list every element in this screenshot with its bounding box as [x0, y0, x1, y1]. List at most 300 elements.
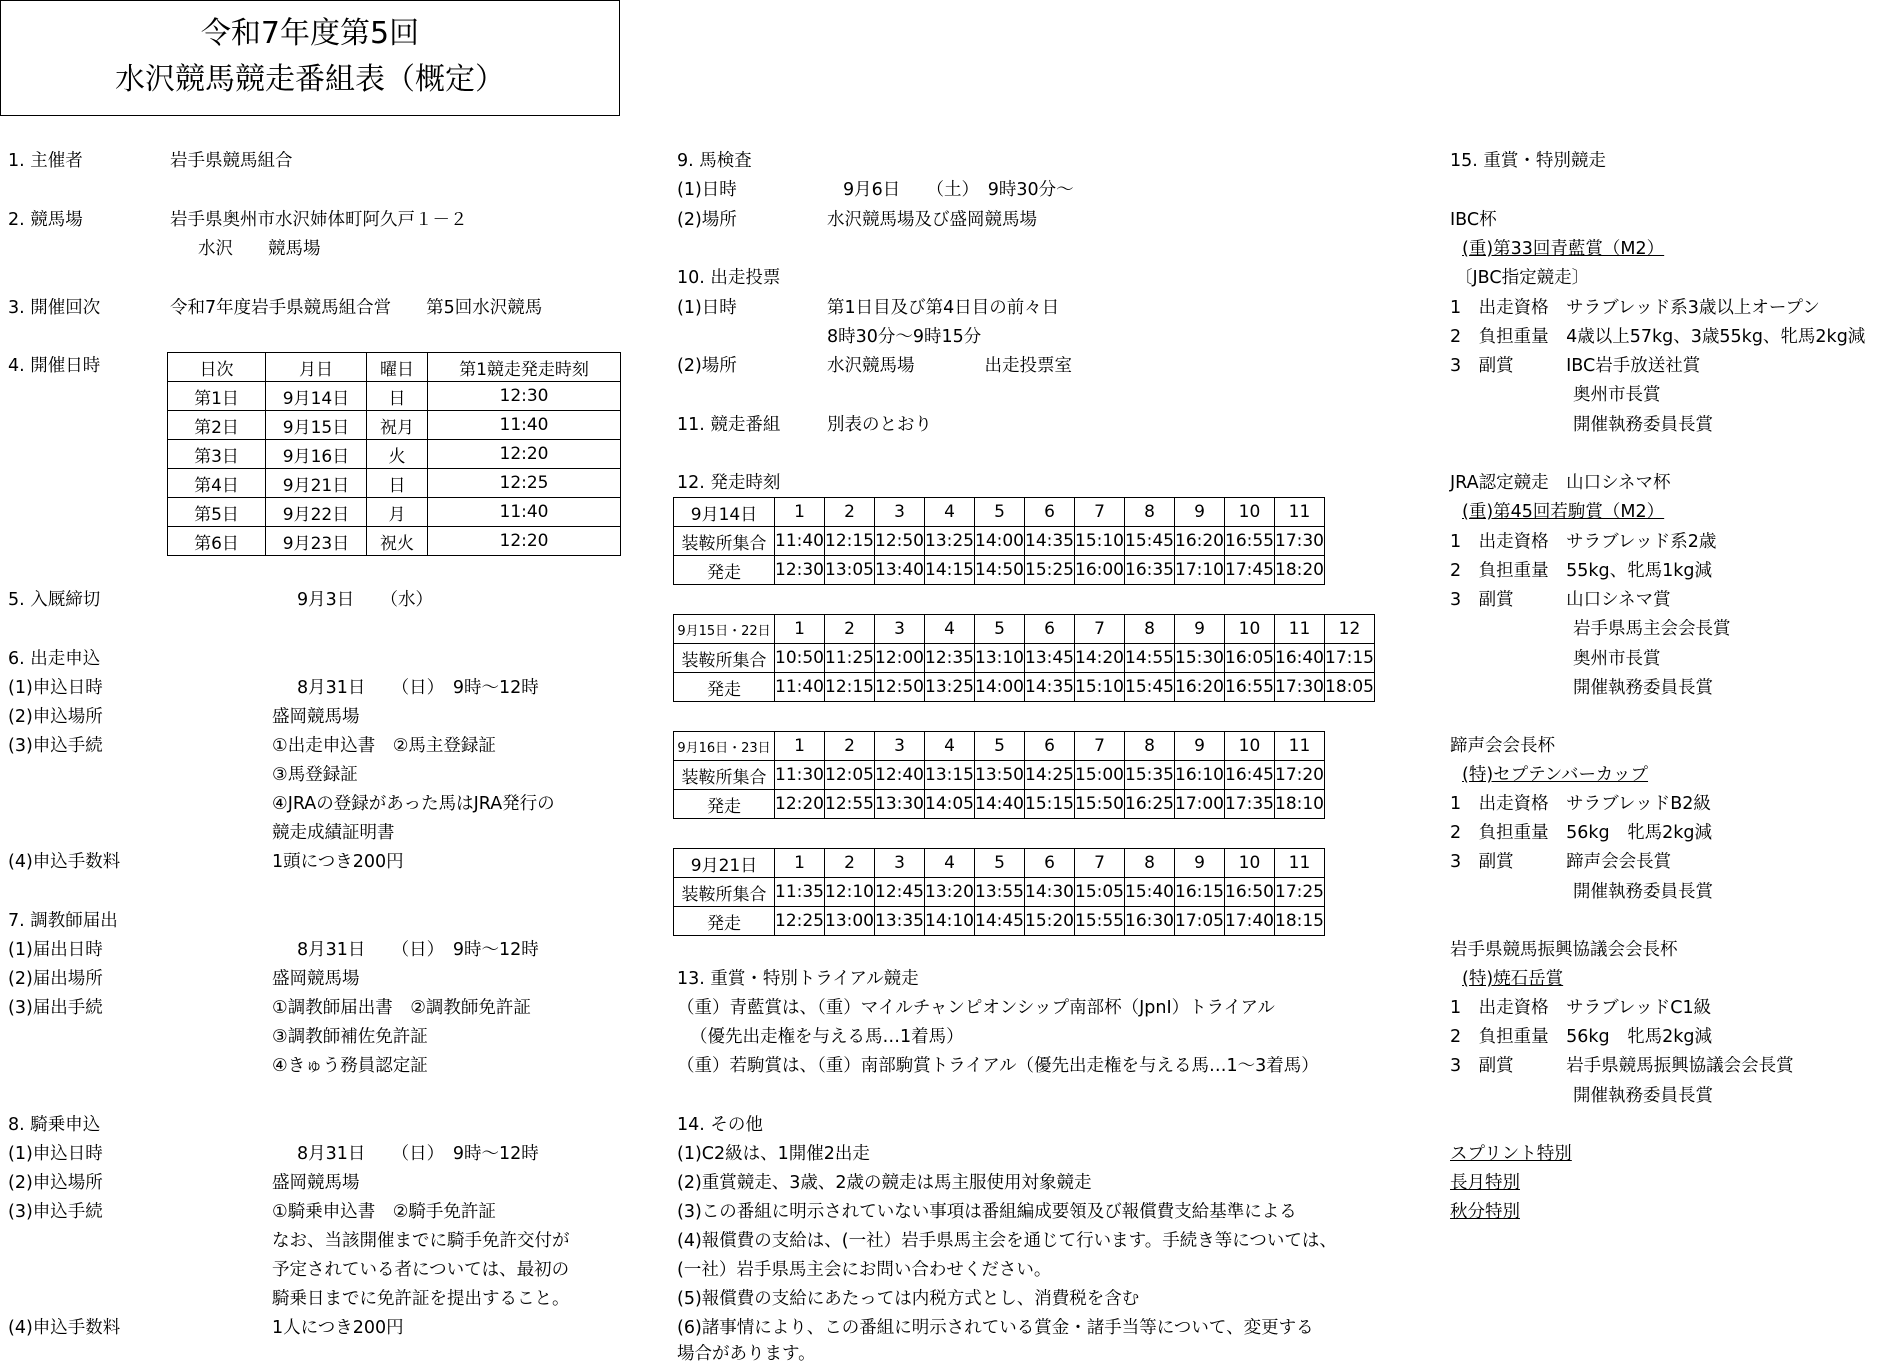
gather-time: 11:35: [775, 878, 825, 907]
gather-time: 13:50: [975, 761, 1025, 790]
title-box: [0, 0, 620, 116]
gather-time: 13:15: [925, 761, 975, 790]
timetable-0914: [673, 497, 1325, 585]
race-number: 2: [825, 732, 875, 761]
gather-time: 16:20: [1175, 527, 1225, 556]
race-number: 8: [1125, 732, 1175, 761]
gather-time: 15:05: [1075, 878, 1125, 907]
extra-race: 長月特別: [1450, 1173, 1520, 1193]
s7-v1: 8月31日 （日） 9時～12時: [297, 940, 539, 960]
race-number: 7: [1075, 498, 1125, 527]
start-time: 15:25: [1025, 556, 1075, 585]
s4-label: 4. 開催日時: [8, 356, 101, 376]
gather-time: 12:50: [875, 527, 925, 556]
start-time: 15:55: [1075, 907, 1125, 936]
race2-cond1: 1 出走資格 サラブレッド系2歳: [1450, 532, 1717, 552]
timetable-gather-row: [674, 644, 1375, 673]
race-number: 4: [925, 849, 975, 878]
race-number: 3: [875, 849, 925, 878]
s5-label: 5. 入厩締切: [8, 590, 101, 610]
gather-label: 装鞍所集合: [674, 527, 775, 556]
race-number: 2: [825, 615, 875, 644]
gather-time: 11:40: [775, 527, 825, 556]
race2-cond2: 2 負担重量 55kg、牝馬1kg減: [1450, 561, 1713, 581]
gather-time: 15:00: [1075, 761, 1125, 790]
timetable-race-row: [674, 615, 1375, 644]
race-number: 8: [1125, 498, 1175, 527]
race-number: 2: [825, 498, 875, 527]
gather-time: 14:20: [1075, 644, 1125, 673]
start-label: 発走: [674, 673, 775, 702]
race1-prize: 奥州市長賞: [1573, 385, 1661, 405]
schedule-cell: 9月15日: [266, 411, 367, 440]
s8-v3b: なお、当該開催までに騎手免許交付が: [272, 1231, 570, 1251]
timetable-race-row: [674, 498, 1325, 527]
s6-l4: (4)申込手数料: [8, 852, 121, 872]
race-number: 4: [925, 498, 975, 527]
schedule-cell: 11:40: [428, 411, 621, 440]
s14-line: (1)C2級は、1開催2出走: [677, 1144, 870, 1164]
start-time: 12:50: [875, 673, 925, 702]
race4-name: (特)焼石岳賞: [1462, 969, 1564, 989]
start-time: 15:20: [1025, 907, 1075, 936]
race-number: 11: [1275, 498, 1325, 527]
s8-l1: (1)申込日時: [8, 1144, 103, 1164]
s10-l1: (1)日時: [677, 298, 737, 318]
race4-cond2: 2 負担重量 56kg 牝馬2kg減: [1450, 1027, 1713, 1047]
s6-label: 6. 出走申込: [8, 649, 101, 669]
race1-cond2: 2 負担重量 4歳以上57kg、3歳55kg、牝馬2kg減: [1450, 327, 1866, 347]
gather-time: 17:25: [1275, 878, 1325, 907]
gather-time: 12:05: [825, 761, 875, 790]
timetable-gather-row: [674, 761, 1325, 790]
extra-race: スプリント特別: [1450, 1144, 1572, 1164]
schedule-cell: 第1日: [168, 382, 266, 411]
race2-prize: 奥州市長賞: [1573, 649, 1661, 669]
gather-time: 15:45: [1125, 527, 1175, 556]
s8-v3c: 予定されている者については、最初の: [272, 1260, 570, 1280]
start-time: 16:35: [1125, 556, 1175, 585]
start-time: 16:30: [1125, 907, 1175, 936]
race2-sponsor: JRA認定競走 山口シネマ杯: [1450, 473, 1671, 493]
start-time: 12:15: [825, 673, 875, 702]
start-time: 13:00: [825, 907, 875, 936]
gather-time: 13:20: [925, 878, 975, 907]
schedule-cell: 祝火: [367, 527, 428, 556]
gather-time: 12:35: [925, 644, 975, 673]
s14-line: (5)報償費の支給にあたっては内税方式とし、消費税を含む: [677, 1289, 1140, 1309]
race-number: 3: [875, 615, 925, 644]
race-number: 6: [1025, 498, 1075, 527]
gather-time: 15:30: [1175, 644, 1225, 673]
s5-value: 9月3日 （水）: [297, 590, 434, 610]
s9-v2: 水沢競馬場及び盛岡競馬場: [827, 210, 1037, 230]
s10-v2: 水沢競馬場 出走投票室: [827, 356, 1072, 376]
s10-label: 10. 出走投票: [677, 268, 781, 288]
gather-time: 16:10: [1175, 761, 1225, 790]
gather-time: 15:10: [1075, 527, 1125, 556]
start-time: 13:25: [925, 673, 975, 702]
gather-time: 16:50: [1225, 878, 1275, 907]
race4-sponsor: 岩手県競馬振興協議会会長杯: [1450, 940, 1678, 960]
timetable-gather-row: [674, 527, 1325, 556]
gather-time: 13:45: [1025, 644, 1075, 673]
gather-label: 装鞍所集合: [674, 644, 775, 673]
s11-label: 11. 競走番組: [677, 415, 781, 435]
s9-label: 9. 馬検査: [677, 151, 752, 171]
race-number: 1: [775, 849, 825, 878]
s14-line: (一社）岩手県馬主会にお問い合わせください。: [677, 1260, 1052, 1280]
s10-v1a: 第1日目及び第4日目の前々日: [827, 298, 1060, 318]
race-number: 9: [1175, 498, 1225, 527]
timetable-0915: [673, 614, 1375, 702]
race-number: 10: [1225, 849, 1275, 878]
gather-time: 14:35: [1025, 527, 1075, 556]
schedule-row: [168, 469, 621, 498]
start-time: 14:35: [1025, 673, 1075, 702]
start-time: 16:20: [1175, 673, 1225, 702]
s9-v1: 9月6日 （土） 9時30分～: [843, 180, 1074, 200]
race-number: 11: [1275, 615, 1325, 644]
race-number: 4: [925, 732, 975, 761]
gather-time: 16:05: [1225, 644, 1275, 673]
race-number: 12: [1325, 615, 1375, 644]
start-time: 16:00: [1075, 556, 1125, 585]
s11-value: 別表のとおり: [827, 415, 932, 435]
start-time: 17:30: [1275, 673, 1325, 702]
schedule-row: [168, 527, 621, 556]
schedule-cell: 12:30: [428, 382, 621, 411]
schedule-cell: 9月21日: [266, 469, 367, 498]
start-time: 17:10: [1175, 556, 1225, 585]
start-time: 15:50: [1075, 790, 1125, 819]
schedule-header: 月日: [266, 353, 367, 382]
start-time: 13:30: [875, 790, 925, 819]
start-time: 16:25: [1125, 790, 1175, 819]
race1-prize: 開催執務委員長賞: [1573, 415, 1713, 435]
gather-time: 14:55: [1125, 644, 1175, 673]
s8-l2: (2)申込場所: [8, 1173, 103, 1193]
race3-cond1: 1 出走資格 サラブレッドB2級: [1450, 794, 1711, 814]
s8-label: 8. 騎乗申込: [8, 1115, 101, 1135]
race-number: 10: [1225, 498, 1275, 527]
timetable-0916: [673, 731, 1325, 819]
race-number: 5: [975, 615, 1025, 644]
race4-cond3: 3 副賞 岩手県競馬振興協議会会長賞: [1450, 1056, 1794, 1076]
s7-l3: (3)届出手続: [8, 998, 103, 1018]
schedule-cell: 祝月: [367, 411, 428, 440]
start-time: 14:10: [925, 907, 975, 936]
start-time: 15:10: [1075, 673, 1125, 702]
schedule-cell: 9月22日: [266, 498, 367, 527]
race-number: 5: [975, 498, 1025, 527]
s7-v3a: ①調教師届出書 ②調教師免許証: [272, 998, 531, 1018]
start-time: 13:35: [875, 907, 925, 936]
start-time: 15:15: [1025, 790, 1075, 819]
race-number: 5: [975, 849, 1025, 878]
gather-time: 13:10: [975, 644, 1025, 673]
s6-v3b: ③馬登録証: [272, 765, 358, 785]
gather-time: 14:30: [1025, 878, 1075, 907]
timetable-race-row: [674, 849, 1325, 878]
schedule-cell: 日: [367, 382, 428, 411]
schedule-header: 日次: [168, 353, 266, 382]
s1-label: 1. 主催者: [8, 151, 83, 171]
start-time: 14:45: [975, 907, 1025, 936]
s9-l1: (1)日時: [677, 180, 737, 200]
s6-v3a: ①出走申込書 ②馬主登録証: [272, 736, 496, 756]
race-number: 9: [1175, 849, 1225, 878]
gather-time: 12:00: [875, 644, 925, 673]
s6-l3: (3)申込手続: [8, 736, 103, 756]
s2-value2: 水沢 競馬場: [198, 239, 321, 259]
s13-line2: （優先出走権を与える馬…1着馬）: [690, 1027, 964, 1047]
s3-value: 令和7年度岩手県競馬組合営 第5回水沢競馬: [170, 298, 543, 318]
start-time: 17:45: [1225, 556, 1275, 585]
start-time: 12:30: [775, 556, 825, 585]
schedule-cell: 11:40: [428, 498, 621, 527]
gather-time: 12:15: [825, 527, 875, 556]
gather-time: 17:30: [1275, 527, 1325, 556]
s13-label: 13. 重賞・特別トライアル競走: [677, 969, 919, 989]
s14-line: (6)諸事情により、この番組に明示されている賞金・諸手当等について、変更する: [677, 1318, 1314, 1338]
schedule-header: 曜日: [367, 353, 428, 382]
start-time: 17:35: [1225, 790, 1275, 819]
gather-label: 装鞍所集合: [674, 878, 775, 907]
start-time: 14:00: [975, 673, 1025, 702]
s13-line1: （重）青藍賞は、（重）マイルチャンピオンシップ南部杯（JpnⅠ）トライアル: [677, 998, 1275, 1018]
race-number: 3: [875, 498, 925, 527]
s15-label: 15. 重賞・特別競走: [1450, 151, 1606, 171]
race-number: 3: [875, 732, 925, 761]
start-time: 18:10: [1275, 790, 1325, 819]
s10-l2: (2)場所: [677, 356, 737, 376]
race-number: 2: [825, 849, 875, 878]
timetable-date: 9月21日: [674, 849, 775, 878]
race3-prize: 開催執務委員長賞: [1573, 882, 1713, 902]
start-label: 発走: [674, 556, 775, 585]
schedule-cell: 第3日: [168, 440, 266, 469]
schedule-table: [167, 352, 621, 556]
schedule-cell: 第2日: [168, 411, 266, 440]
extra-race: 秋分特別: [1450, 1202, 1520, 1222]
race-number: 7: [1075, 849, 1125, 878]
timetable-start-row: [674, 673, 1375, 702]
race-number: 11: [1275, 849, 1325, 878]
gather-time: 13:25: [925, 527, 975, 556]
gather-time: 12:40: [875, 761, 925, 790]
timetable-race-row: [674, 732, 1325, 761]
s7-v3c: ④きゅう務員認定証: [272, 1056, 428, 1076]
gather-time: 10:50: [775, 644, 825, 673]
start-time: 13:05: [825, 556, 875, 585]
schedule-row: [168, 498, 621, 527]
start-time: 17:40: [1225, 907, 1275, 936]
schedule-cell: 12:20: [428, 440, 621, 469]
start-time: 12:25: [775, 907, 825, 936]
gather-time: 16:40: [1275, 644, 1325, 673]
gather-time: 12:10: [825, 878, 875, 907]
race-number: 6: [1025, 732, 1075, 761]
schedule-cell: 9月23日: [266, 527, 367, 556]
race2-name: (重)第45回若駒賞（M2）: [1462, 502, 1665, 522]
s8-l4: (4)申込手数料: [8, 1318, 121, 1338]
s14-line: (3)この番組に明示されていない事項は番組編成要領及び報償費支給基準による: [677, 1202, 1297, 1222]
timetable-0921: [673, 848, 1325, 936]
race-number: 10: [1225, 732, 1275, 761]
start-time: 17:00: [1175, 790, 1225, 819]
start-time: 18:20: [1275, 556, 1325, 585]
start-time: 14:05: [925, 790, 975, 819]
start-time: 16:55: [1225, 673, 1275, 702]
race3-name: (特)セプテンバーカップ: [1462, 765, 1649, 785]
start-time: 12:20: [775, 790, 825, 819]
s8-v3a: ①騎乗申込書 ②騎手免許証: [272, 1202, 496, 1222]
schedule-cell: 月: [367, 498, 428, 527]
timetable-start-row: [674, 907, 1325, 936]
schedule-cell: 第4日: [168, 469, 266, 498]
gather-time: 11:25: [825, 644, 875, 673]
s2-label: 2. 競馬場: [8, 210, 83, 230]
schedule-row: [168, 382, 621, 411]
s6-l2: (2)申込場所: [8, 707, 103, 727]
s1-value: 岩手県競馬組合: [170, 151, 293, 171]
race-number: 6: [1025, 849, 1075, 878]
s14-line: (2)重賞競走、3歳、2歳の競走は馬主服使用対象競走: [677, 1173, 1092, 1193]
title-line1: 令和7年度第5回: [200, 16, 420, 51]
s13-line3: （重）若駒賞は、（重）南部駒賞トライアル（優先出走権を与える馬…1～3着馬）: [677, 1056, 1319, 1076]
gather-time: 15:35: [1125, 761, 1175, 790]
race4-cond1: 1 出走資格 サラブレッドC1級: [1450, 998, 1712, 1018]
start-time: 14:50: [975, 556, 1025, 585]
race2-prize: 開催執務委員長賞: [1573, 678, 1713, 698]
s6-v3d: 競走成績証明書: [272, 823, 395, 843]
timetable-start-row: [674, 556, 1325, 585]
timetable-start-row: [674, 790, 1325, 819]
start-time: 18:15: [1275, 907, 1325, 936]
s14-line: (4)報償費の支給は、(一社）岩手県馬主会を通じて行います。手続き等については、: [677, 1231, 1337, 1251]
race-number: 1: [775, 732, 825, 761]
race-number: 8: [1125, 615, 1175, 644]
race-number: 9: [1175, 615, 1225, 644]
schedule-cell: 第5日: [168, 498, 266, 527]
s7-label: 7. 調教師届出: [8, 911, 118, 931]
s14-label: 14. その他: [677, 1115, 763, 1135]
timetable-date: 9月15日・22日: [674, 615, 775, 644]
s8-l3: (3)申込手続: [8, 1202, 103, 1222]
start-time: 15:45: [1125, 673, 1175, 702]
schedule-cell: 9月16日: [266, 440, 367, 469]
start-time: 14:15: [925, 556, 975, 585]
s7-l2: (2)届出場所: [8, 969, 103, 989]
schedule-cell: 12:25: [428, 469, 621, 498]
schedule-cell: 火: [367, 440, 428, 469]
gather-time: 13:55: [975, 878, 1025, 907]
gather-time: 16:55: [1225, 527, 1275, 556]
race2-cond3: 3 副賞 山口シネマ賞: [1450, 590, 1671, 610]
start-time: 14:40: [975, 790, 1025, 819]
title-line2: 水沢競馬競走番組表（概定）: [115, 62, 505, 97]
s10-v1b: 8時30分～9時15分: [827, 327, 982, 347]
race-number: 5: [975, 732, 1025, 761]
start-time: 17:05: [1175, 907, 1225, 936]
schedule-cell: 9月14日: [266, 382, 367, 411]
race1-name: (重)第33回青藍賞（M2）: [1462, 239, 1665, 259]
s9-l2: (2)場所: [677, 210, 737, 230]
race-number: 4: [925, 615, 975, 644]
s8-v3d: 騎乗日までに免許証を提出すること。: [272, 1289, 570, 1309]
start-time: 18:05: [1325, 673, 1375, 702]
race-number: 6: [1025, 615, 1075, 644]
start-time: 12:55: [825, 790, 875, 819]
s6-l1: (1)申込日時: [8, 678, 103, 698]
race-number: 9: [1175, 732, 1225, 761]
s6-v1: 8月31日 （日） 9時～12時: [297, 678, 539, 698]
s2-value: 岩手県奥州市水沢姉体町阿久戸１－２: [170, 210, 468, 230]
gather-time: 14:25: [1025, 761, 1075, 790]
timetable-date: 9月16日・23日: [674, 732, 775, 761]
start-time: 11:40: [775, 673, 825, 702]
s8-v1: 8月31日 （日） 9時～12時: [297, 1144, 539, 1164]
schedule-cell: 日: [367, 469, 428, 498]
s6-v2: 盛岡競馬場: [272, 707, 360, 727]
schedule-row: [168, 440, 621, 469]
schedule-cell: 第6日: [168, 527, 266, 556]
race-number: 10: [1225, 615, 1275, 644]
s6-v4: 1頭につき200円: [272, 852, 404, 872]
race-number: 1: [775, 498, 825, 527]
gather-time: 14:00: [975, 527, 1025, 556]
schedule-row: [168, 411, 621, 440]
s3-label: 3. 開催回次: [8, 298, 101, 318]
timetable-gather-row: [674, 878, 1325, 907]
s8-v4: 1人につき200円: [272, 1318, 404, 1338]
race-number: 8: [1125, 849, 1175, 878]
s14-line: 場合があります。: [677, 1344, 816, 1364]
gather-label: 装鞍所集合: [674, 761, 775, 790]
gather-time: 15:40: [1125, 878, 1175, 907]
race2-prize: 岩手県馬主会会長賞: [1573, 619, 1731, 639]
schedule-header-row: [168, 353, 621, 382]
race1-sponsor: IBC杯: [1450, 210, 1497, 230]
race-number: 7: [1075, 615, 1125, 644]
race1-cond1: 1 出走資格 サラブレッド系3歳以上オープン: [1450, 298, 1820, 318]
start-label: 発走: [674, 907, 775, 936]
race3-cond2: 2 負担重量 56kg 牝馬2kg減: [1450, 823, 1713, 843]
gather-time: 16:45: [1225, 761, 1275, 790]
race-number: 11: [1275, 732, 1325, 761]
gather-time: 12:45: [875, 878, 925, 907]
s7-v3b: ③調教師補佐免許証: [272, 1027, 428, 1047]
s7-v2: 盛岡競馬場: [272, 969, 360, 989]
race3-sponsor: 蹄声会会長杯: [1450, 736, 1555, 756]
start-label: 発走: [674, 790, 775, 819]
race3-cond3: 3 副賞 蹄声会会長賞: [1450, 852, 1672, 872]
race1-note: 〔JBC指定競走〕: [1455, 268, 1590, 288]
gather-time: 17:15: [1325, 644, 1375, 673]
gather-time: 17:20: [1275, 761, 1325, 790]
schedule-cell: 12:20: [428, 527, 621, 556]
timetable-date: 9月14日: [674, 498, 775, 527]
s8-v2: 盛岡競馬場: [272, 1173, 360, 1193]
gather-time: 16:15: [1175, 878, 1225, 907]
s7-l1: (1)届出日時: [8, 940, 103, 960]
s6-v3c: ④JRAの登録があった馬はJRA発行の: [272, 794, 555, 814]
s12-label: 12. 発走時刻: [677, 473, 781, 493]
gather-time: 11:30: [775, 761, 825, 790]
race-number: 7: [1075, 732, 1125, 761]
race-number: 1: [775, 615, 825, 644]
